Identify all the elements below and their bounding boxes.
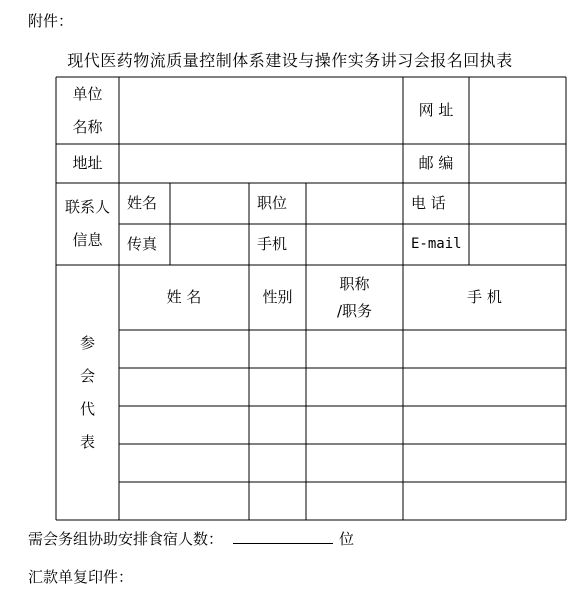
unit-name-label xyxy=(56,77,119,144)
contact-phone-label: 电 话 xyxy=(411,194,446,213)
address-field[interactable] xyxy=(119,144,403,183)
unit-name-field[interactable] xyxy=(119,77,403,144)
attendee-title-header-line1: 职称 xyxy=(339,274,370,293)
remittance-label: 汇款单复印件： xyxy=(28,568,134,586)
contact-name-field[interactable] xyxy=(170,183,249,224)
attendee-row[interactable] xyxy=(119,368,566,406)
contact-info-label-line1: 联系人 xyxy=(64,198,110,216)
attendee-name-header: 姓 名 xyxy=(166,288,202,307)
attendee-row[interactable] xyxy=(119,444,566,482)
attendee-row[interactable] xyxy=(119,330,566,368)
website-field[interactable] xyxy=(469,77,566,144)
accommodation-count-field[interactable] xyxy=(233,529,333,544)
unit-name-label-line1: 单位 xyxy=(72,84,103,103)
attendee-gender-header: 性别 xyxy=(262,288,293,307)
contact-info-label xyxy=(56,183,119,265)
address-label: 地址 xyxy=(72,154,103,173)
postcode-label: 邮 编 xyxy=(418,154,454,173)
contact-position-field[interactable] xyxy=(306,183,403,224)
contact-email-field[interactable] xyxy=(469,224,566,265)
attendee-mobile-header: 手 机 xyxy=(467,288,502,307)
form-title: 现代医药物流质量控制体系建设与操作实务讲习会报名回执表 xyxy=(67,51,513,70)
contact-info-label-line2: 信息 xyxy=(72,231,103,249)
contact-position-label: 职位 xyxy=(257,194,288,213)
accommodation-line xyxy=(28,528,354,549)
attendee-title-header xyxy=(306,265,403,330)
attendees-char-4: 表 xyxy=(79,432,95,451)
attachment-label: 附件： xyxy=(28,12,74,30)
attendee-title-header-line2: /职务 xyxy=(336,301,373,320)
website-label: 网 址 xyxy=(418,101,454,120)
unit-name-label-line2: 名称 xyxy=(72,117,103,136)
attendees-section-label xyxy=(56,265,119,520)
accommodation-label: 需会务组协助安排食宿人数： xyxy=(28,530,224,548)
postcode-field[interactable] xyxy=(469,144,566,183)
attendees-char-1: 参 xyxy=(79,333,95,352)
contact-mobile-field[interactable] xyxy=(306,224,403,265)
accommodation-unit: 位 xyxy=(339,530,355,548)
attendee-row[interactable] xyxy=(119,406,566,444)
attendee-row[interactable] xyxy=(119,482,566,520)
contact-email-label: E-mail xyxy=(411,236,462,253)
attendees-char-3: 代 xyxy=(79,399,95,418)
contact-mobile-label: 手机 xyxy=(257,235,288,254)
contact-fax-field[interactable] xyxy=(170,224,249,265)
contact-fax-label: 传真 xyxy=(127,235,158,254)
contact-name-label: 姓名 xyxy=(127,194,158,213)
attendees-char-2: 会 xyxy=(79,366,95,385)
contact-phone-field[interactable] xyxy=(469,183,566,224)
